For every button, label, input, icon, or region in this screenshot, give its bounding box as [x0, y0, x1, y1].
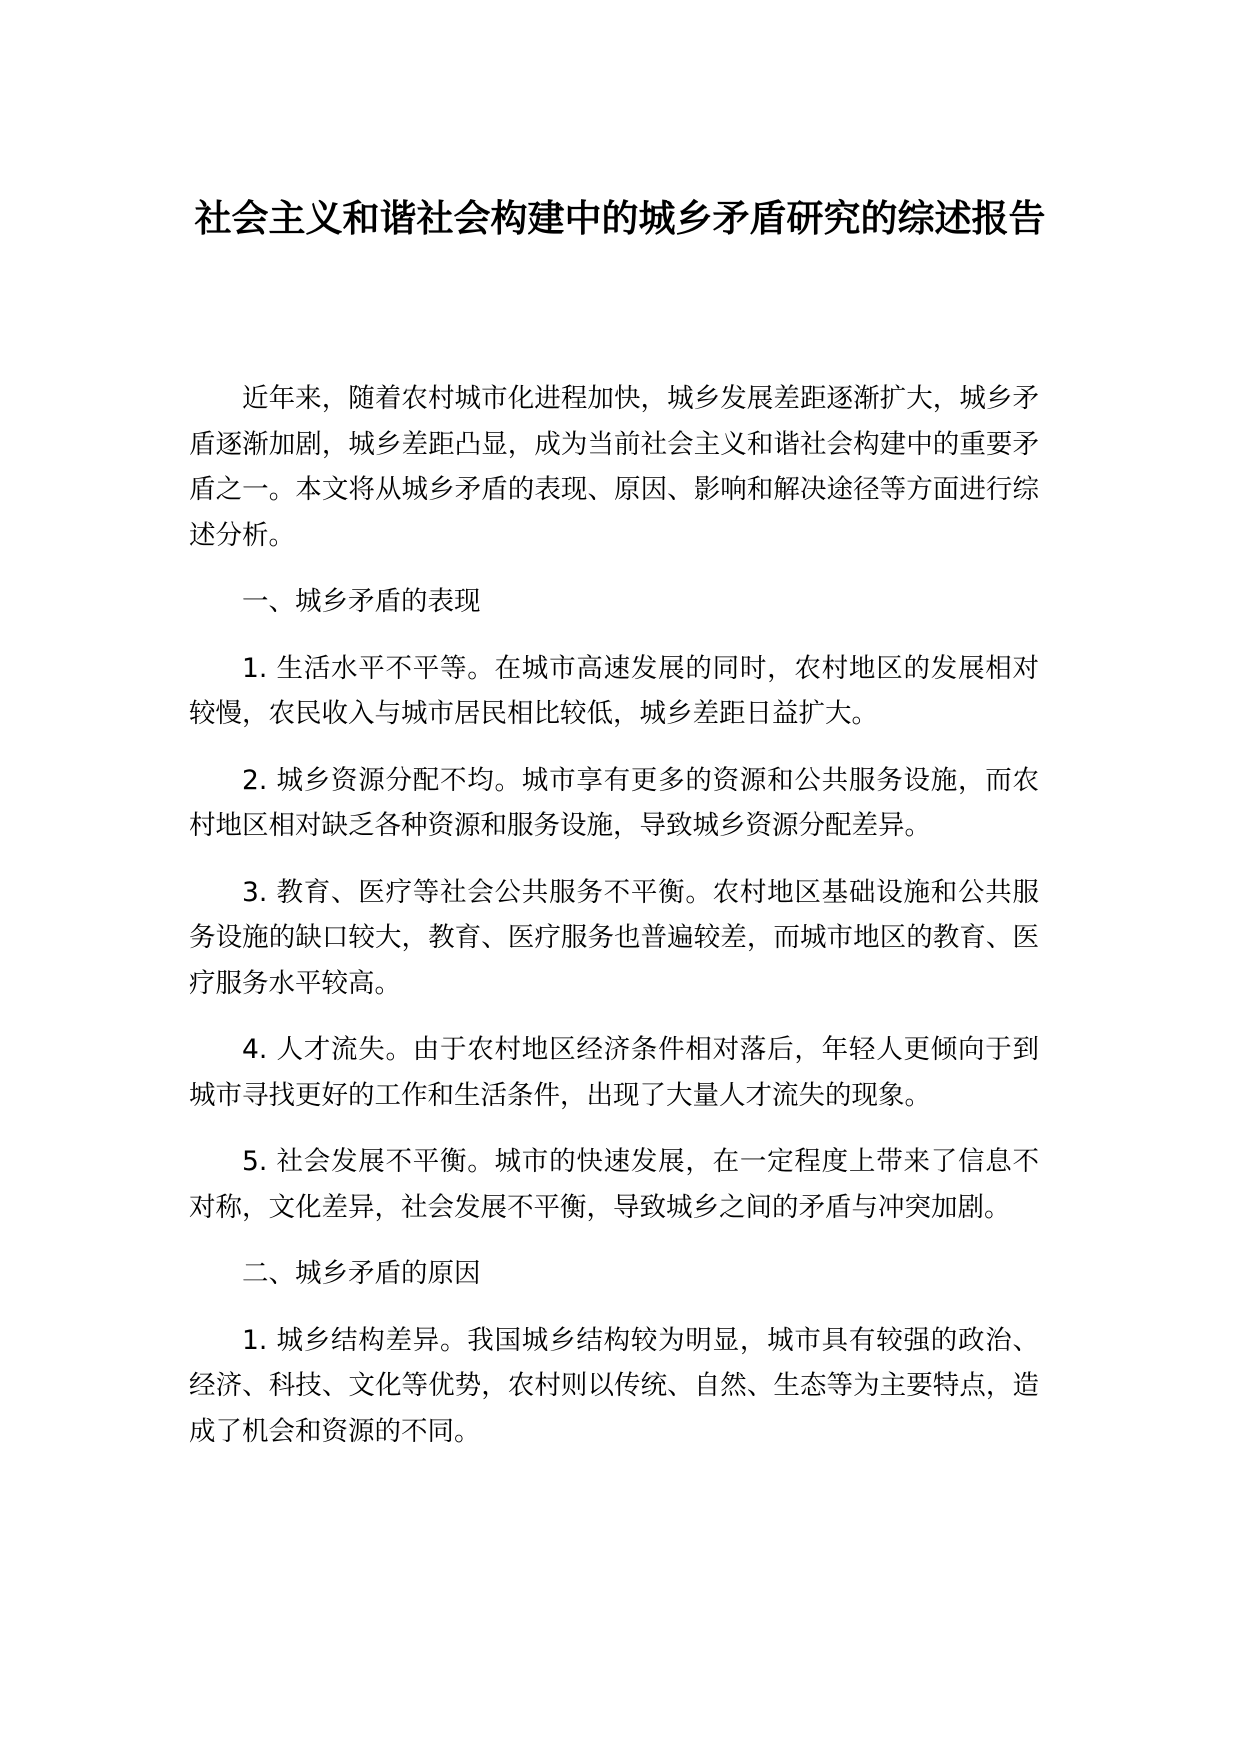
section-heading-2: 二、城乡矛盾的原因	[242, 1258, 481, 1289]
document-title: 社会主义和谐社会构建中的城乡矛盾研究的综述报告	[194, 197, 1046, 240]
document-body	[189, 376, 1039, 1475]
section-heading-1: 一、城乡矛盾的表现	[242, 586, 481, 617]
list-item-paragraph: 1. 生活水平不平等。在城市高速发展的同时，农村地区的发展相对较慢，农民收入与城市居民相比较低，城乡差距日益扩大。	[189, 652, 1039, 729]
list-item-paragraph: 1. 城乡结构差异。我国城乡结构较为明显，城市具有较强的政治、经济、科技、文化等优势，农村则以传统、自然、生态等为主要特点，造成了机会和资源的不同。	[189, 1324, 1039, 1447]
intro-paragraph: 近年来，随着农村城市化进程加快，城乡发展差距逐渐扩大，城乡矛盾逐渐加剧，城乡差距凸显，成为当前社会主义和谐社会构建中的重要矛盾之一。本文将从城乡矛盾的表现、原因、影响和解决途径等方面进行综述分析。	[189, 383, 1039, 551]
list-item-paragraph: 5. 社会发展不平衡。城市的快速发展，在一定程度上带来了信息不对称，文化差异，社会发展不平衡，导致城乡之间的矛盾与冲突加剧。	[189, 1146, 1039, 1223]
list-item-paragraph: 3. 教育、医疗等社会公共服务不平衡。农村地区基础设施和公共服务设施的缺口较大，教育、医疗服务也普遍较差，而城市地区的教育、医疗服务水平较高。	[189, 876, 1039, 999]
list-item-paragraph: 4. 人才流失。由于农村地区经济条件相对落后，年轻人更倾向于到城市寻找更好的工作和生活条件，出现了大量人才流失的现象。	[189, 1034, 1039, 1111]
list-item-paragraph: 2. 城乡资源分配不均。城市享有更多的资源和公共服务设施，而农村地区相对缺乏各种资源和服务设施，导致城乡资源分配差异。	[189, 764, 1039, 841]
